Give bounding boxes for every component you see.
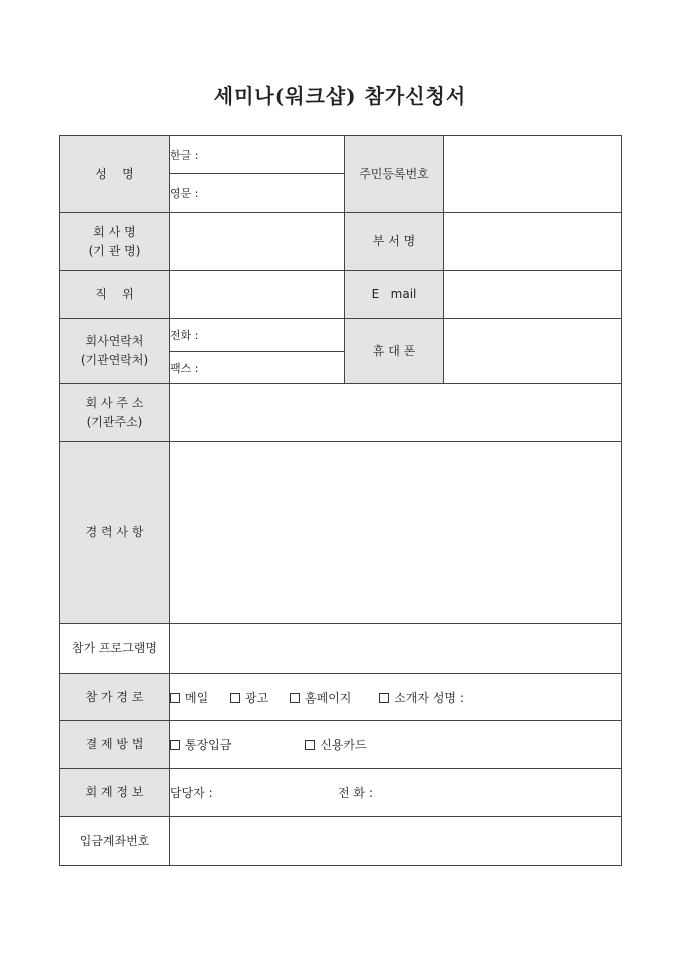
position-field[interactable] [170,271,345,319]
checkbox[interactable] [230,693,240,703]
application-form-table [59,135,622,866]
contact-label-line2: (기관연락처) [80,353,149,367]
email-field[interactable] [444,271,622,319]
account-number-label: 입금계좌번호 [60,817,170,866]
route-option-label: 홈페이지 [305,690,352,705]
program-label: 참가 프로그램명 [60,624,170,674]
form-title: 세미나(워크샵) 참가신청서 [213,84,467,108]
checkbox[interactable] [290,693,300,703]
route-option-mail[interactable] [170,689,208,706]
route-option-label: 소개자 성명 : [394,690,464,705]
manager-field[interactable]: 담당자 : [170,786,213,800]
address-label-line1: 회 사 주 소 [85,395,144,410]
address-field[interactable] [170,384,622,442]
route-option-label: 광고 [245,690,269,705]
checkbox[interactable] [379,693,389,703]
career-label: 경 력 사 항 [60,442,170,624]
company-name-field[interactable] [170,213,345,271]
accounting-fields [170,769,622,817]
resident-number-field[interactable] [444,136,622,213]
english-name-field[interactable]: 영문 : [170,174,345,213]
program-field[interactable] [170,624,622,674]
payment-options [170,721,622,769]
checkbox[interactable] [170,693,180,703]
account-number-field[interactable] [170,817,622,866]
resident-number-label: 주민등록번호 [345,136,444,213]
position-label: 직 위 [60,271,170,319]
address-label-line2: (기관주소) [86,414,143,429]
contact-label-line1: 회사연락처 [85,334,144,348]
route-option-referrer[interactable] [379,689,464,706]
korean-name-field[interactable]: 한글 : [170,136,345,174]
accounting-label: 회 계 정 보 [60,769,170,817]
payment-option-label: 통장입금 [185,738,232,752]
email-label: E mail [345,271,444,319]
payment-option-transfer[interactable] [170,736,231,753]
fax-field[interactable]: 팩스 : [170,352,345,384]
company-name-label-line2: (기 관 명) [88,243,141,258]
company-name-label-line1: 회 사 명 [93,224,136,239]
route-option-ad[interactable] [230,689,268,706]
route-option-label: 메일 [185,690,209,705]
checkbox[interactable] [305,740,315,750]
name-label: 성 명 [60,136,170,213]
company-name-label [60,213,170,271]
route-options [170,674,622,721]
phone-field[interactable]: 전화 : [170,319,345,352]
department-field[interactable] [444,213,622,271]
department-label: 부 서 명 [345,213,444,271]
payment-label: 결 제 방 법 [60,721,170,769]
address-label [60,384,170,442]
manager-phone-field[interactable]: 전 화 : [338,786,373,800]
route-option-homepage[interactable] [290,689,351,706]
route-label: 참 가 경 로 [60,674,170,721]
mobile-field[interactable] [444,319,622,384]
payment-option-label: 신용카드 [320,738,367,752]
checkbox[interactable] [170,740,180,750]
contact-label [60,319,170,384]
payment-option-card[interactable] [305,736,366,753]
mobile-label: 휴 대 폰 [345,319,444,384]
career-field[interactable] [170,442,622,624]
